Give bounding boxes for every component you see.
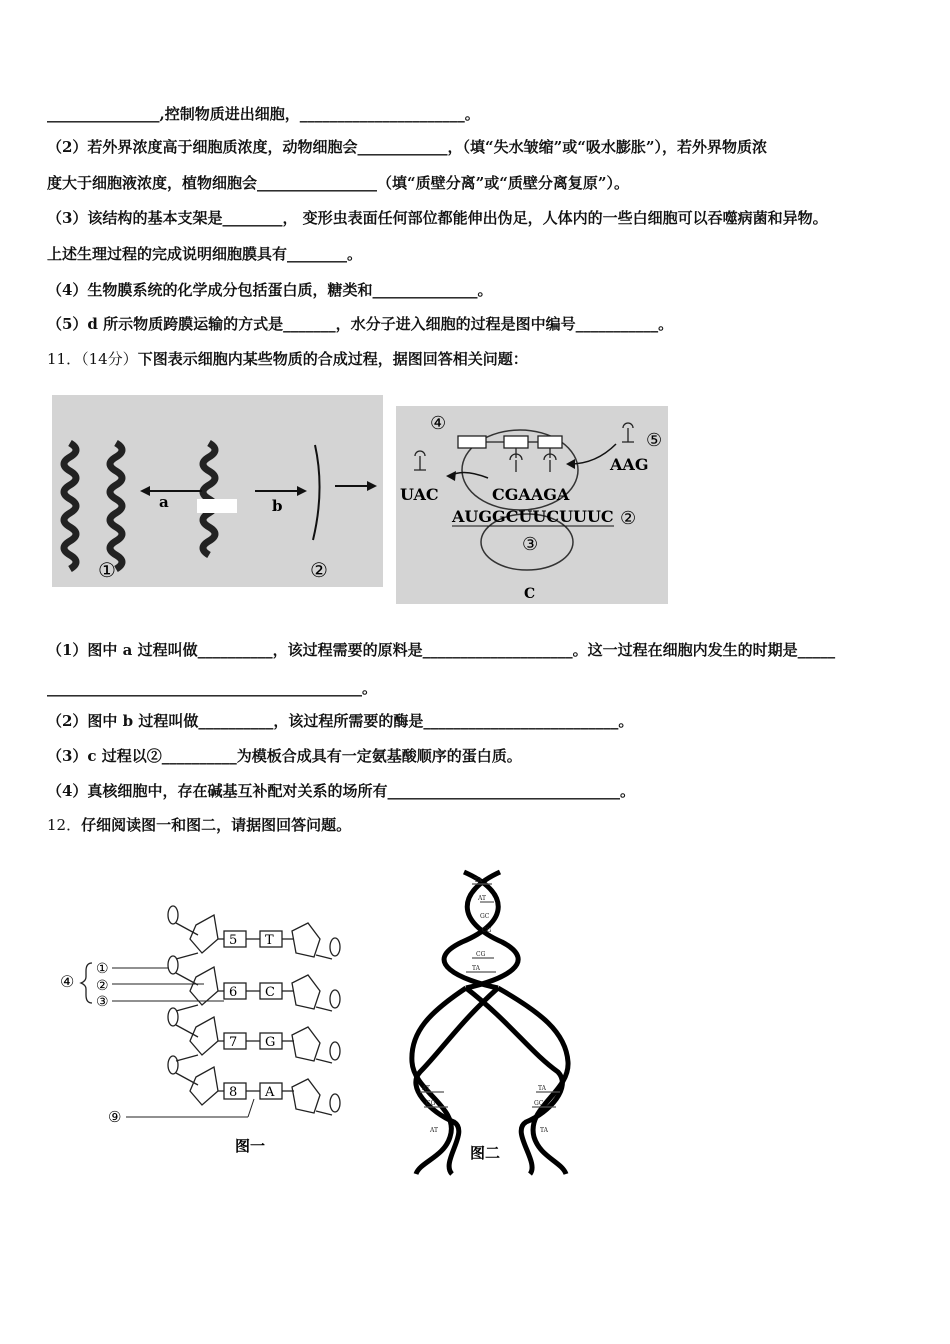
base-pair-label: AT: [430, 1127, 439, 1134]
anticodon-uac: UAC: [400, 485, 439, 504]
base-letter-labels: [264, 933, 275, 1100]
label-4: ④: [430, 413, 447, 434]
base-number-labels: [229, 933, 237, 1100]
label-9-leader-tip: [248, 1099, 254, 1117]
q11-line-4: （3）c 过程以②__________为模板合成具有一定氨基酸顺序的蛋白质。: [47, 747, 522, 765]
q12-heading: [47, 815, 907, 835]
dna-structure-figure: [52, 895, 352, 1160]
label-2: ②: [310, 558, 328, 582]
label-2: ②: [620, 508, 637, 529]
right-backbone: [292, 923, 340, 1115]
base-pair-label: CG: [482, 927, 492, 934]
replication-transcription-figure: [52, 395, 383, 587]
arrow-b-label: b: [272, 497, 283, 515]
q10-line-2: （2）若外界浓度高于细胞质浓度，动物细胞会____________，（填“失水皱缩”或“吸水膨胀”），若外界物质浓: [47, 138, 767, 156]
arrow-a-label: a: [159, 493, 169, 511]
q11-heading: [47, 349, 907, 369]
anticodons-cgaaga: CGAAGA: [492, 485, 570, 504]
label-3: ③: [96, 994, 109, 1010]
base-t: T: [265, 933, 274, 948]
base-number-5: 5: [229, 933, 238, 948]
polypeptide-chain: [458, 436, 562, 448]
q10-line-3: 度大于细胞液浓度，植物细胞会________________（填“质壁分离”或“质壁分离复原”）。: [47, 174, 630, 192]
base-pair-label: CG: [476, 951, 486, 958]
label-2: ②: [96, 978, 109, 994]
translation-figure: [396, 406, 668, 604]
q10-line-5: 上述生理过程的完成说明细胞膜具有________。: [47, 245, 363, 263]
label-9: ⑨: [108, 1108, 122, 1126]
mrna-sequence: AUGGCUUCUUUC: [452, 507, 614, 526]
q11-line-2: __________________________________________。: [47, 679, 378, 697]
left-backbone: [168, 906, 218, 1105]
base-pair-label: CG: [426, 1100, 436, 1107]
q10-line-1: _______________,控制物质进出细胞，______________________。: [47, 105, 480, 123]
base-g: G: [265, 1035, 276, 1050]
q11-number: 11．（14分）: [47, 350, 138, 368]
label-3: ③: [522, 534, 539, 555]
base-a: A: [265, 1085, 275, 1100]
q10-line-7: （5）d 所示物质跨膜运输的方式是_______，水分子进入细胞的过程是图中编号___________。: [47, 315, 674, 333]
figure-caption-c: C: [524, 586, 536, 602]
bracket-icon: [81, 963, 92, 1003]
anticodon-aag: AAG: [610, 455, 649, 474]
label-leader-lines: [112, 968, 224, 1001]
label-4: ④: [60, 972, 75, 991]
base-number-6: 6: [229, 985, 238, 1000]
q11-title: 下图表示细胞内某些物质的合成过程，据图回答相关问题：: [137, 350, 528, 368]
base-pair-label: AT: [478, 895, 487, 902]
base-pair-label: AT: [422, 1085, 431, 1092]
figure-caption-2: 图二: [470, 1144, 501, 1162]
q11-line-5: （4）真核细胞中，存在碱基互补配对关系的场所有_______________________________。: [47, 782, 635, 800]
label-1: ①: [98, 558, 116, 582]
dna-replication-figure: [400, 862, 585, 1180]
base-c: C: [265, 985, 275, 1000]
base-number-8: 8: [229, 1085, 238, 1100]
base-pair-label: TA: [472, 965, 481, 972]
q11-line-3: （2）图中 b 过程叫做__________，该过程所需要的酶是__________________________。: [47, 712, 634, 730]
base-pair-label: TA: [538, 1085, 547, 1092]
base-number-7: 7: [229, 1035, 238, 1050]
q12-number: 12．: [47, 816, 82, 834]
q12-title: 仔细阅读图一和图二，请据图回答问题。: [81, 816, 352, 834]
label-5: ⑤: [646, 430, 663, 451]
label-1: ①: [96, 961, 109, 977]
base-pair-label: GC: [480, 913, 490, 920]
q10-line-4: （3）该结构的基本支架是________， 变形虫表面任何部位都能伸出伪足，人体内的一些白细胞可以吞噬病菌和异物。: [47, 209, 828, 227]
q10-line-6: （4）生物膜系统的化学成分包括蛋白质，糖类和______________。: [47, 281, 493, 299]
base-pair-label: TA: [540, 1127, 549, 1134]
base-pairs: [218, 931, 294, 1099]
q11-line-1: （1）图中 a 过程叫做__________，该过程需要的原料是____________________。这一过程在细胞内发生的时期是_____: [47, 641, 836, 659]
figure-caption-1: 图一: [235, 1137, 266, 1155]
base-pair-label: GC: [534, 1100, 544, 1107]
figure-background: [396, 406, 668, 604]
white-patch: [197, 499, 237, 513]
base-pair-label: TA: [474, 877, 483, 884]
